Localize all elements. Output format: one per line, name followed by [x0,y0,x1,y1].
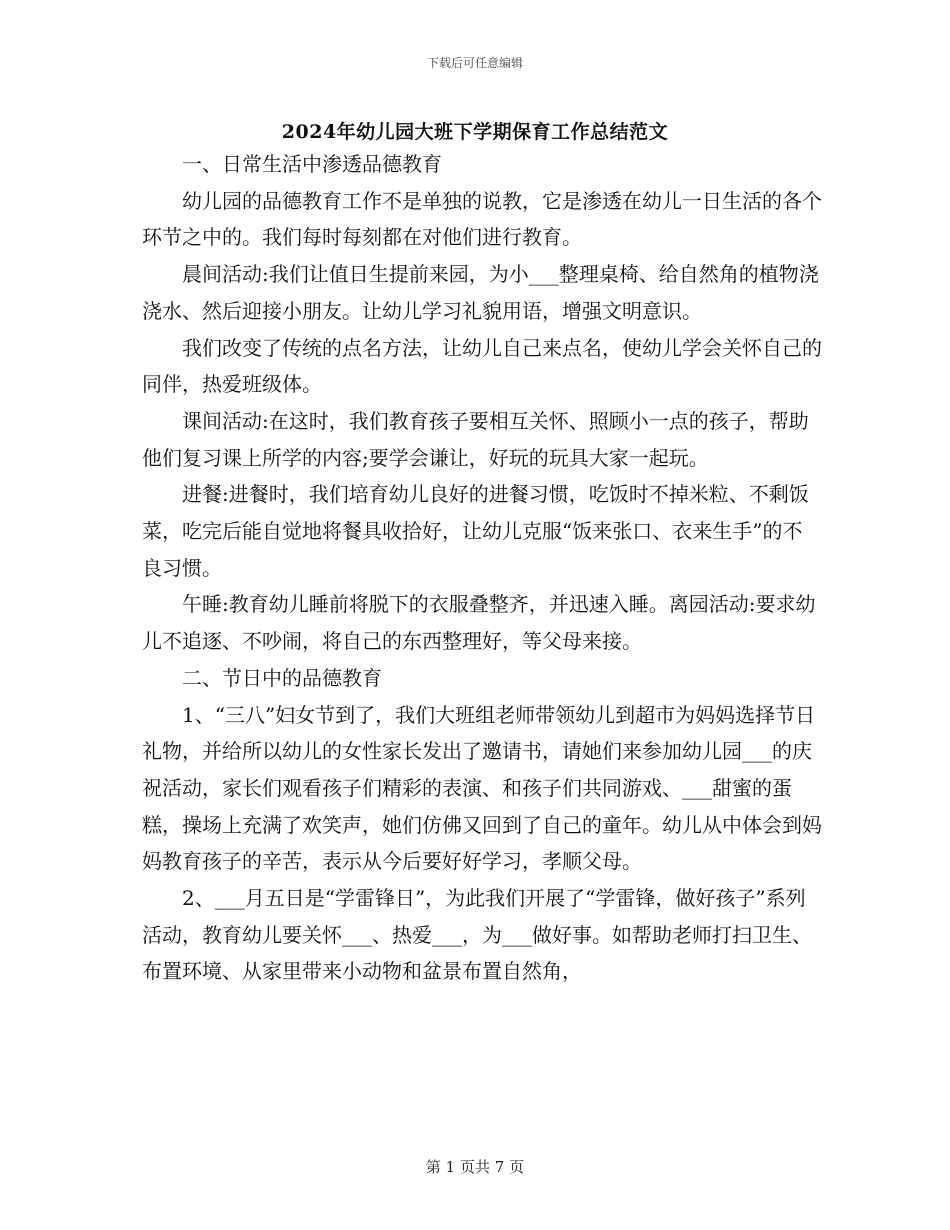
section-heading-2: 二、节日中的品德教育 [182,665,382,690]
paragraph: 进餐:进餐时，我们培育幼儿良好的进餐习惯，吃饭时不掉米粒、不剩饭菜，吃完后能自觉地将餐具收拾好，让幼儿克服“饭来张口、衣来生手”的不良习惯。 [142,482,809,580]
paragraph: 我们改变了传统的点名方法，让幼儿自己来点名，使幼儿学会关怀自己的同伴，热爱班级体。 [142,335,822,397]
page-header-note: 下载后可任意编辑 [426,56,523,70]
document-body [142,146,822,990]
paragraph: 幼儿园的品德教育工作不是单独的说教，它是渗透在幼儿一日生活的各个环节之中的。我们每时每刻都在对他们进行教育。 [142,188,822,250]
paragraph: 午睡:教育幼儿睡前将脱下的衣服叠整齐，并迅速入睡。离园活动:要求幼儿不追逐、不吵闹，将自己的东西整理好，等父母来接。 [142,592,816,654]
section-heading-1: 一、日常生活中渗透品德教育 [182,152,442,176]
paragraph: 1、“三八”妇女节到了，我们大班组老师带领幼儿到超市为妈妈选择节日礼物，并给所以幼儿的女性家长发出了邀请书，请她们来参加幼儿园___的庆祝活动，家长们观看孩子们精彩的表演、和孩子们共同游戏、___甜蜜的蛋糕，操场上充满了欢笑声，她们仿佛又回到了自己的童年。幼儿从中体会到妈妈教育孩子的辛苦，表示从今后要好好学习，孝顺父母。 [142,702,822,874]
paragraph: 晨间活动:我们让值日生提前来园，为小___整理桌椅、给自然角的植物浇浇水、然后迎接小朋友。让幼儿学习礼貌用语，增强文明意识。 [142,262,819,323]
paragraph: 课间活动:在这时，我们教育孩子要相互关怀、照顾小一点的孩子，帮助他们复习课上所学的内容;要学会谦让，好玩的玩具大家一起玩。 [142,408,809,470]
page-number: 第 1 页共 7 页 [425,1158,525,1176]
document-title: 2024年幼儿园大班下学期保育工作总结范文 [281,121,669,143]
paragraph: 2、___月五日是“学雷锋日”，为此我们开展了“学雷锋，做好孩子”系列活动，教育幼儿要关怀___、热爱___，为___做好事。如帮助老师打扫卫生、布置环境、从家里带来小动物和盆景布置自然角， [142,886,812,984]
